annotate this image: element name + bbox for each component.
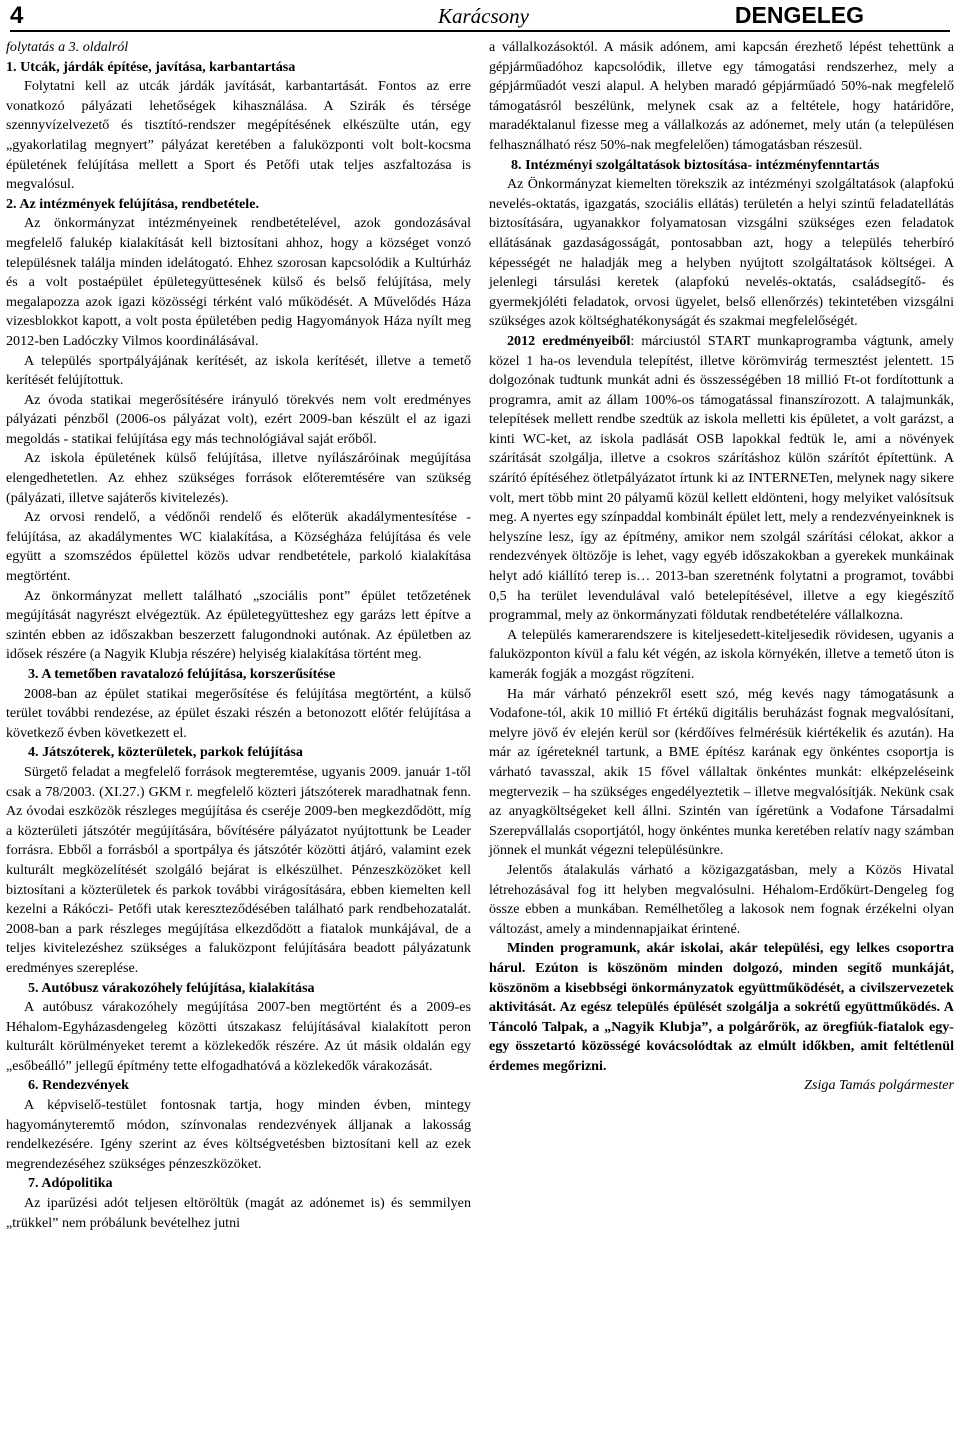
paragraph: Az iskola épületének külső felújítása, illetve nyílászáróinak megújítása elengedhetetlen. Az ehhez szükséges források előteremtésére van szükség (pályázati, illetve sajáterős kivitelezés). <box>6 450 471 506</box>
page-header <box>6 0 954 34</box>
paragraph: 2008-ban az épület statikai megerősítése és felújítása megtörtént, a külső terület további rendezése, az épület északi részén a betonozott előtér felújítása a következő évben következett el. <box>6 685 471 741</box>
page-number: 4 <box>10 2 24 29</box>
paragraph: Az Önkormányzat kiemelten törekszik az intézményi szolgáltatások (alapfokú nevelés-oktatás, igazgatás, szociális ellátás) területén a helyi szintű feladatellátás biztosítására, ugyanakkor folyamatosan vizsgálni szükséges ezen feladatok ellátásának gazdaságosságát, pontosabban azt, hogy a település teherbíró képességét ne haladják meg a helyben nyújtott szolgáltatások költségei. A jelenlegi társulási keretek (alapfokú nevelés-oktatás, családsegítő- és gyermekjóléti feladatok, orvosi ügyelet, belső ellenőrzés) tekintetében vizsgálni szükséges azok költséghatékonyságát és szakmai megfelelőségét. <box>489 176 954 330</box>
heading-1: 1. Utcák, járdák építése, javítása, karbantartása <box>6 58 296 75</box>
paragraph: Ha már várható pénzekről esett szó, még kevés nagy támogatásunk a Vodafone-tól, akik 10 millió Ft értékű digitális beruházást fognak megvalósítani, melyre jövő év elején kerül sor (kérdőíves felmérésük kiértékelik és azután). Ha már az ígéreteknél tartunk, a BME építész karának egy önkéntes csoportja is várható tavasszal, akik 15 fővel vállaltak önkéntes munkát: elképzeléseink megtervezik – ha szükséges engedélyeztetik – illetve megvalósítják. Nekünk csak az anyagköltségeket kell állni. Szintén van ígéretünk a Vodafone Társadalmi Szerepvállalás csoportjától, hogy önkéntes munka keretében relatív nagy számban jönnek el munkát végezni településünkre. <box>489 685 954 859</box>
heading-7: 7. Adópolitika <box>28 1175 113 1192</box>
continued-note: folytatás a 3. oldalról <box>6 39 129 55</box>
paragraph: Az orvosi rendelő, a védőnői rendelő és előterük akadálymentesítése - felújítása, az akadálymentes WC kialakítása, a Községháza felújítása és vele együtt a szomszédos épülettel közös udvar rendbetétele, parkoló kialakítása megtörtént. <box>6 509 471 585</box>
paragraph: Az iparűzési adót teljesen eltöröltük (magát az adónemet is) és semmilyen „trükkel” nem próbálunk bevételhez jutni <box>6 1195 471 1231</box>
paragraph: A település sportpályájának kerítését, az iskola kerítését, illetve a temető kerítését felújítottuk. <box>6 352 471 389</box>
paragraph: Folytatni kell az utcák járdák javítását, karbantartását. Fontos az erre vonatkozó pályázati lehetőségek kihasználása. A Szirák és térsége szennyvízelvezető és tisztító-rendszer megépítésének elkészülte után, egy „gyakorlatilag megnyert” pályázat keretében a faluközponti volt bolt-kocsma épületének felújítása mellett a Sport és Petőfi utak teljes aszfaltozása is megvalósul. <box>6 78 471 193</box>
header-rule <box>10 30 950 32</box>
heading-8: 8. Intézményi szolgáltatások biztosítása- intézményfenntartás <box>511 156 880 173</box>
paragraph: Az önkormányzat mellett található „szociális pont” épület tetőzetének megújítását nagyrészt elvégeztük. Az épületegyütteshez egy garázs lett építve a szintén ebben az időszakban beszerzett falugondnoki autónak. Az épületben az idősek részére (a Nagyik Klubja részére) helyiség kialakítása történt meg. <box>6 587 471 663</box>
paragraph <box>489 332 954 626</box>
heading-2: 2. Az intézmények felújítása, rendbetétele. <box>6 195 259 212</box>
article-columns <box>6 34 954 1233</box>
section-title: Karácsony <box>438 4 529 28</box>
signature: Zsiga Tamás polgármester <box>804 1077 954 1094</box>
paragraph: Sürgető feladat a megfelelő források megteremtése, ugyanis 2009. január 1-től csak a 78/2003. (XI.27.) GKM r. megfelelő közteri játszóterek maradhatnak fenn. Az óvodai eszközök részleges megújítása és cseréje 2009-ben megkezdődött, míg a közterületi játszótér megújítására, bővítésére pályázatot nyújtottunk be Leader forrásra. Ebből a forrásból a sportpálya és játszótér közötti átjáró, valamint ezek kulturált megközelítését szolgáló bejárat is elkészülhet. Pénzeszközöket kell biztosítani a közterületek és parkok további virágosítására, ebben kiemelten kell kezelni a Rákóczi- Petőfi utak kereszteződésében található park rendbehozatalát. 2008-ban a park részleges megújítása elkezdődött a fiatalok munkájával, de a teljes kivitelezéshez szükséges a faluközpont felújítására beadott pályázatunk eredményes szereplése. <box>6 763 471 976</box>
paragraph: a vállalkozásoktól. A másik adónem, ami kapcsán érezhető lépést tehettünk a gépjárműadóhoz kapcsolódik, illetve egy támogatási rendszerhez, mely a gépjárműadót veszi alapul. A helyben maradó gépjárműadó 50%-nak megfelelő támogatásról beszélünk, melynek csak az a feltétele, hogy határidőre, maradéktalanul fizesse meg a vállalkozás az adónemet, mely után (a településen felhasználható rész 50%-nak megfelelően) támogatásban részesül. <box>489 39 954 153</box>
heading-6: 6. Rendezvények <box>28 1077 129 1094</box>
paragraph: Az óvoda statikai megerősítésére irányuló törekvés nem volt eredményes pályázati pénzből (2006-os pályázat volt), ezért 2009-ban készült el az igazi megoldás - statikai felújítása egy más technológiával saját erőből. <box>6 391 471 447</box>
heading-5: 5. Autóbusz várakozóhely felújítása, kialakítása <box>28 979 315 996</box>
paragraph: A képviselő-testület fontosnak tartja, hogy minden évben, mintegy hagyományteremtő módon, színvonalas rendezvények álljanak a lakosság rendelkezésére. Igény szerint az éves költségvetésben biztosítani kell az ezek megrendezéséhez szükséges pénzeszközöket. <box>6 1097 471 1172</box>
heading-3: 3. A temetőben ravatalozó felújítása, korszerűsítése <box>28 666 336 682</box>
paragraph: A autóbusz várakozóhely megújítása 2007-ben megtörtént és a 2009-es Héhalom-Egyházasdengeleg közötti útszakasz felújításával kialakított peron kulturált körülményeket teremt a közlekedők részére. Az út másik oldalán egy „esőbeálló” jellegű építmény tette elfogadhatóvá a közlekedők várakozását. <box>6 999 471 1074</box>
paragraph: Jelentős átalakulás várható a közigazgatásban, mely a Közös Hivatal létrehozásával fog itt helyben megvalósulni. Héhalom-Erdőkürt-Dengeleg fog össze ebben a munkában. Remélhetőleg a lakosok nem fognak érzékelni olyan változást, amely a mindennapjaikat érintené. <box>489 861 954 937</box>
heading-4: 4. Játszóterek, közterületek, parkok felújítása <box>28 744 303 761</box>
right-column <box>489 38 954 1233</box>
closing-paragraph: Minden programunk, akár iskolai, akár települési, egy lelkes csoportra hárul. Ezúton is köszönöm minden dolgozó, minden segítő munkáját, köszönöm a kisebbségi önkormányzatok együttműködését, a civilszervezetek aktivitását. Az egész település épülését szolgálja a sokrétű együttműködés. A Táncoló Talpak, a „Nagyik Klubja”, a polgárőrök, az öregfiúk-fiatalok egy-egy összetartó közösségé kovácsolódtak az elmúlt időkben, amit feltétlenül érdemes megőrizni. <box>489 940 954 1074</box>
paragraph: A település kamerarendszere is kiteljesedett-kiteljesedik rövidesen, ugyanis a faluközponton kívül a falu két végén, az iskola környékén, illetve a temető úton is kamerák fogják a mozgást rögzíteni. <box>489 626 954 682</box>
results-lead: 2012 eredményeiből <box>507 332 631 349</box>
newspaper-title: DENGELEG <box>734 2 864 28</box>
results-text: : márciustól START munkaprogramba vágtunk, amely közel 1 ha-os levendula telepítést, illetve körömvirág termesztést jelentett. 15 dolgozónak tudtunk munkát adni és összességében 18 millió Ft-ot fordítottunk a programra, amit az állam 100%-os támogatással finanszírozott. A talajmunkák, telepítések mellett rendbe szedtük az iskola melletti kis épületet, a volt garázst, a kinti WC-ket, az iskola padlását OSB lapokkal fedtük le, ami a növények szárítását szolgálja, illetve a csokros szárításhoz külön szárítót építettünk. A szárító építéséhez ötletpályázatot írtunk ki az INTERNETen, melynek nagy sikere volt, mert több mint 20 pályamű közül kellett eldönteni, hogy melyiket valósítsuk meg. A nyertes egy színpaddal kombinált épület lett, mely a rendezvényeinknek is helyszíne lesz, így az építmény, amikor nem szolgál szárítási célokat, akkor a rendezvények öltözője is lehet, vagy egyéb időszakokban a gyerekek munkáinak helyt adó kiállító terep is… 2013-ban szeretnénk folytatni a programot, további 0,5 ha terület levendulával való betelepítésével, illetve a egy kiegészítő programmal, mely az önkormányzati földutak rendbetételére vállalkozna. <box>489 332 955 624</box>
paragraph: Az önkormányzat intézményeinek rendbetételével, azok gondozásával megfelelő falukép kialakítását kell biztosítani ahhoz, hogy a községet vonzó településnek találja minden idelátogató. Ehhez szorosan kapcsolódik a Kultúrház és a volt postaépület épületegyüttesének külső és belső felújítása, mely megalapozza azok igazi közösségi térként való működését. A Művelődés Háza vizesblokkot kapott, a volt posta épületében pedig Hagyományok Háza nyílt meg 2012-ben Ladóczky Vilmos koordinálásával. <box>6 215 471 349</box>
left-column <box>6 38 471 1233</box>
